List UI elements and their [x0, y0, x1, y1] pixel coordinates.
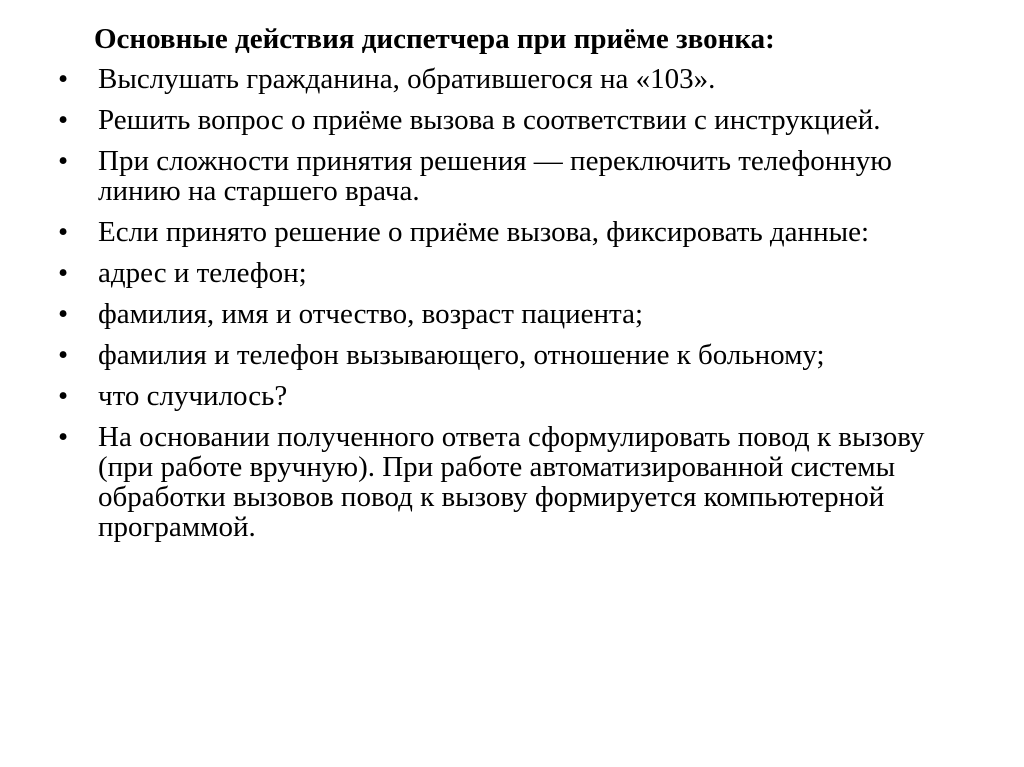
bullet-icon: • — [58, 339, 69, 371]
bullet-icon: • — [58, 145, 69, 177]
slide-title: Основные действия диспетчера при приёме звонка: — [94, 23, 775, 55]
list-item — [58, 146, 964, 206]
bullet-icon: • — [58, 421, 69, 453]
list-item-text: На основании полученного ответа сформулировать повод к вызову (при работе вручную). При работе автоматизированной системы обработки вызовов повод к вызову формируется компьютерной программой. — [98, 421, 925, 543]
list-item — [58, 105, 964, 135]
list-item-text: фамилия, имя и отчество, возраст пациента; — [98, 298, 643, 330]
list-item — [58, 217, 964, 247]
bullet-icon: • — [58, 257, 69, 289]
bullet-icon: • — [58, 380, 69, 412]
list-item — [58, 340, 964, 370]
list-item-text: Решить вопрос о приёме вызова в соответствии с инструкцией. — [98, 104, 881, 136]
bullet-icon: • — [58, 216, 69, 248]
list-item — [58, 64, 964, 94]
list-item-text: Если принято решение о приёме вызова, фиксировать данные: — [98, 216, 870, 248]
list-item — [58, 381, 964, 411]
list-item — [58, 258, 964, 288]
list-item-text: Выслушать гражданина, обратившегося на «103». — [98, 63, 716, 95]
bullet-icon: • — [58, 104, 69, 136]
list-item-text: При сложности принятия решения — переключить телефонную линию на старшего врача. — [98, 145, 892, 207]
list-item — [58, 422, 964, 542]
bullet-list — [58, 64, 964, 542]
bullet-icon: • — [58, 63, 69, 95]
list-item-text: адрес и телефон; — [98, 257, 307, 289]
list-item-text: фамилия и телефон вызывающего, отношение к больному; — [98, 339, 825, 371]
list-item-text: что случилось? — [98, 380, 288, 412]
bullet-icon: • — [58, 298, 69, 330]
list-item — [58, 299, 964, 329]
